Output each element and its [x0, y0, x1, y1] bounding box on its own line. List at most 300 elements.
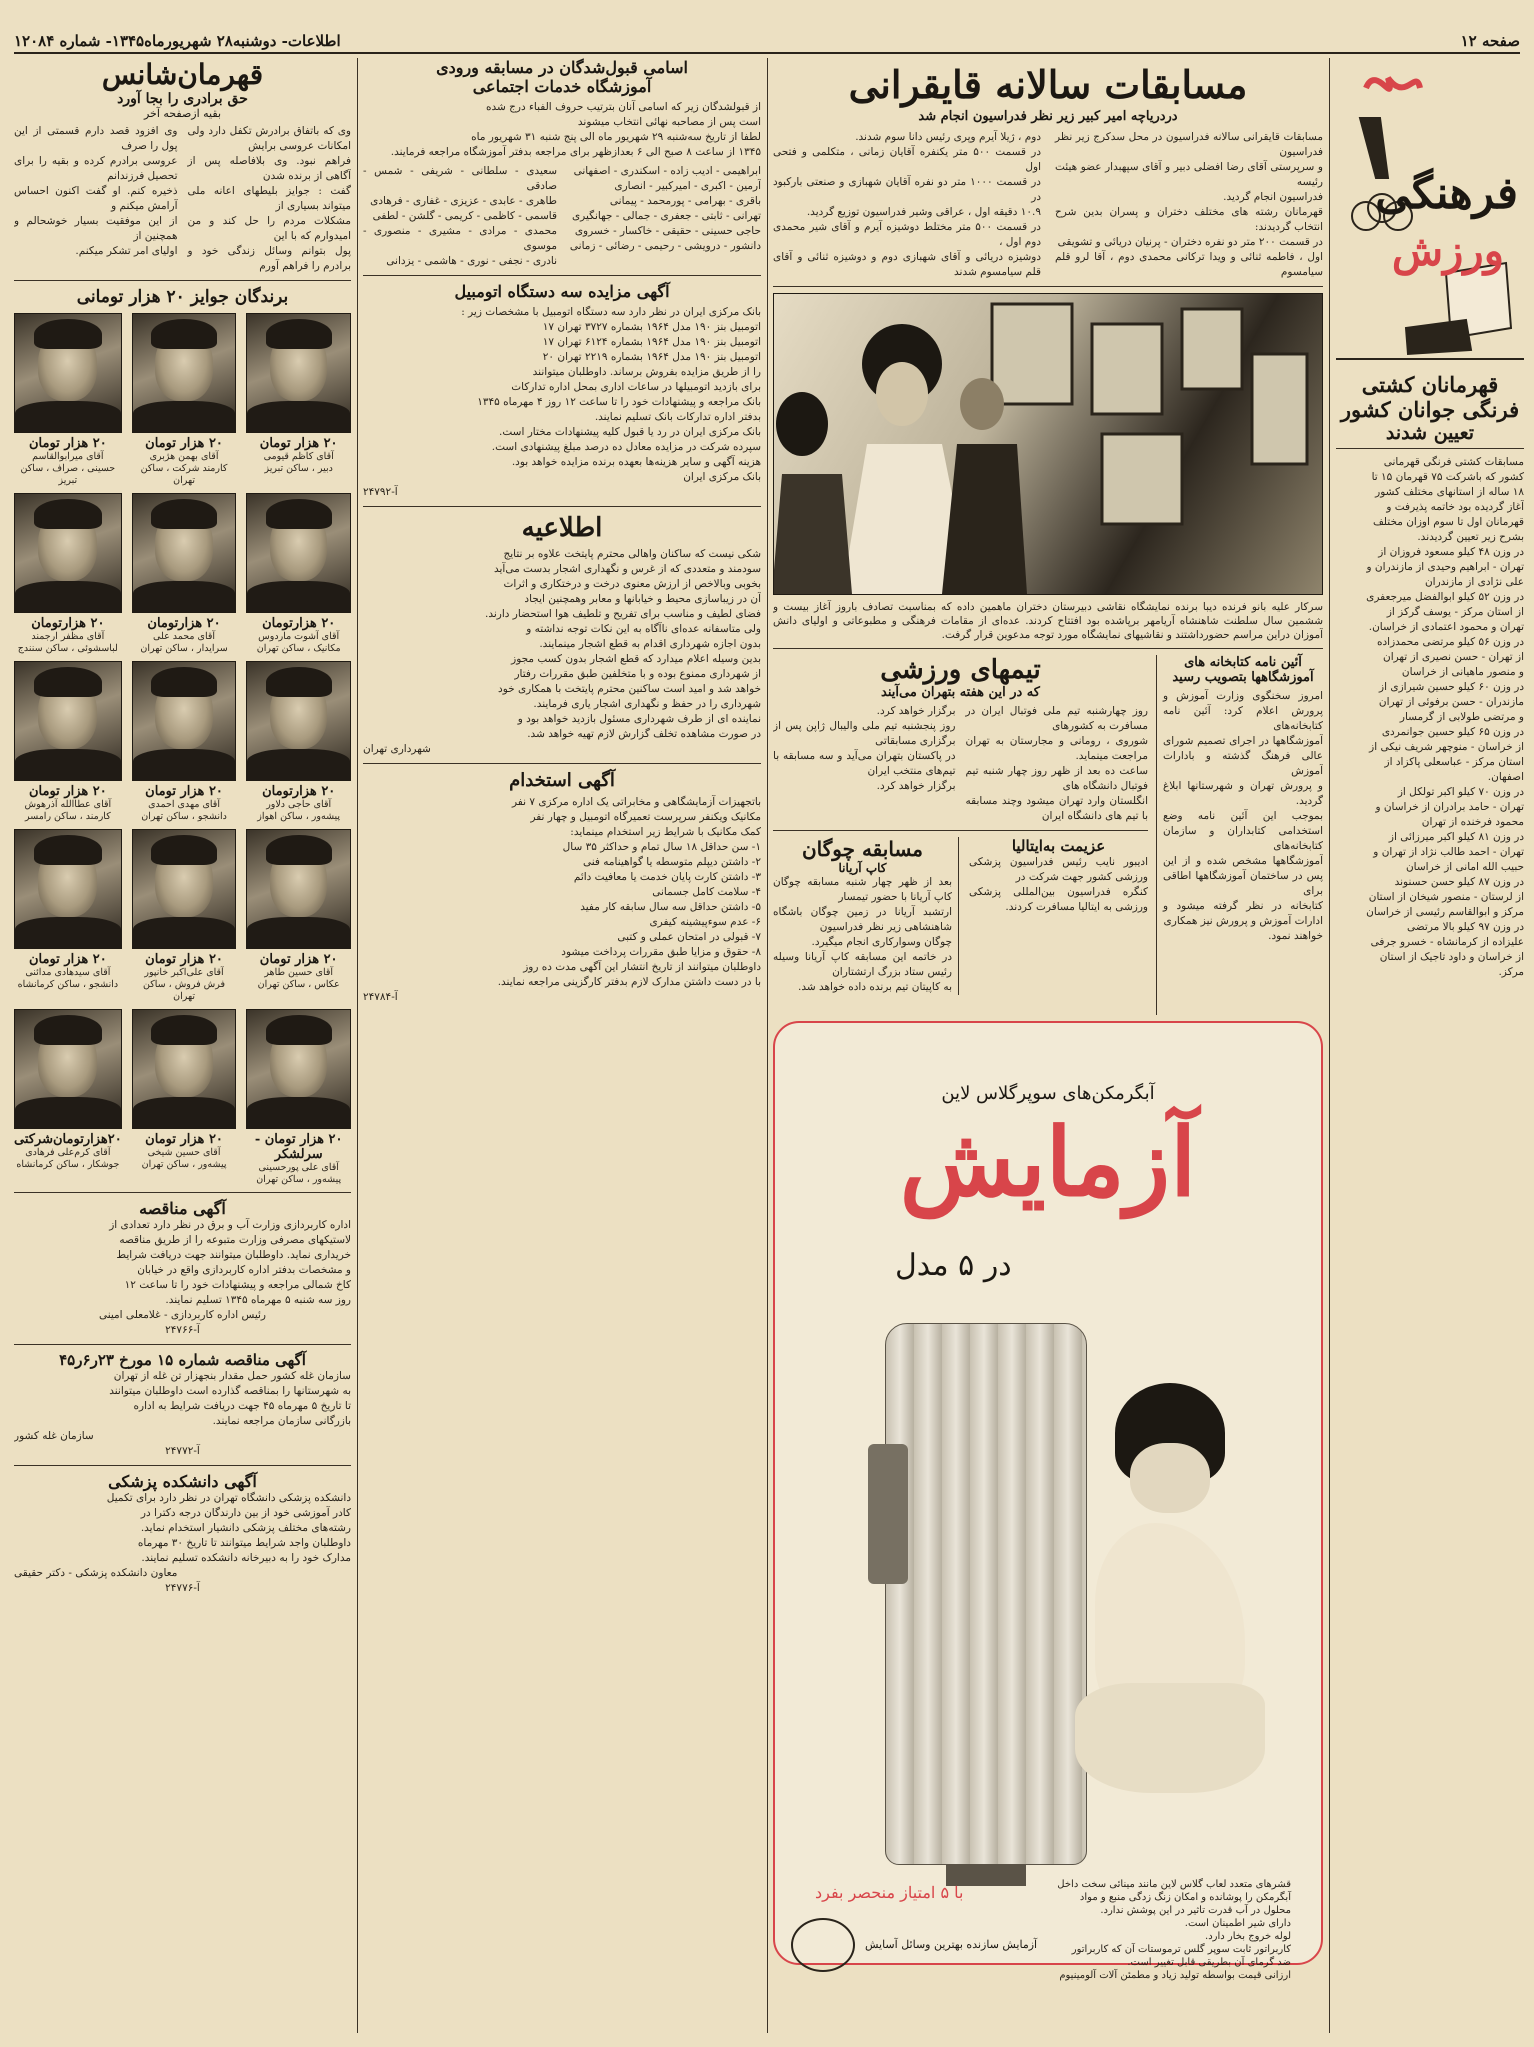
hire-ref: آ-۲۴۷۸۴ — [363, 991, 398, 1003]
text-line: روز پنجشنبه تیم ملی والیبال ژاپن پس از برگزاری مسابقاتی — [773, 720, 956, 747]
winner-amount: ۲۰ هزار تومان — [145, 1132, 223, 1147]
text-line: در پاکستان بتهران می‌آید و سه مسابقه با تیم‌های منتخب ایران — [773, 750, 956, 777]
auction-body — [363, 305, 761, 485]
text-line: ۱۳۴۵ از ساعت ۸ صبح الی ۶ بعدازظهر برای مراجعه بدفتر آموزشگاه مراجعه فرمایند. — [390, 146, 761, 158]
issue-info: اطلاعات- دوشنبه۲۸ شهریورماه۱۳۴۵- شماره ۱۲۰۸۴ — [14, 32, 341, 50]
tender2-headline: آگهی مناقصه شماره ۱۵ مورخ ۲۳ر۶ر۴۵ — [59, 1351, 306, 1369]
winner-name: آقای مهدی احمدی — [148, 799, 220, 810]
text-line: به کاپیتان تیم برنده داده خواهد شد. — [798, 981, 952, 993]
winner-name: آقای علی‌اکبر خانپور — [144, 967, 224, 978]
text-line: از تهران - حسن نصیری از تهران — [1383, 651, 1524, 663]
winner-desc: لباسشوئی ، ساکن سنندج — [17, 643, 118, 654]
ad-feature-list — [1011, 1878, 1291, 1982]
text-line: از خراسان و داود تاجیک از استان — [1379, 951, 1524, 963]
winner-desc: دانشجو ، ساکن کرمانشاه — [17, 979, 119, 990]
winner-desc: کارمند ، ساکن رامسر — [25, 811, 111, 822]
ad-tagline: آبگرمکن‌های سوپرگلاس لاین — [941, 1083, 1155, 1104]
water-heater-ad — [773, 1021, 1323, 1981]
winner-card — [132, 829, 237, 1003]
winner-amount: ۲۰ هزارتومان — [31, 616, 105, 631]
text-line: رشته‌های مختلف پزشکی دانشیار استخدام نماید. — [140, 1522, 351, 1534]
text-line: قهرمانان رشته های مختلف دختران و پسران بدین شرح انتخاب گردیدند: — [1055, 206, 1323, 233]
text-line: لاستیکهای مصرفی وزارت متبوعه را از طریق مناقصه — [119, 1234, 351, 1246]
champion-body — [14, 124, 351, 274]
text-line: در خاتمه این مسابقه کاپ آریانا وسیله رئیس ستاد بزرگ ارتشتاران — [773, 951, 952, 978]
text-line: خواهد شد و امید است ساکنین محترم پایتخت با همکاری خود — [498, 683, 761, 695]
text-line: و سرپرستی آقای رضا افضلی دبیر و آقای سپهبدار عضو هیئت رئیسه — [1055, 161, 1323, 188]
text-line: محمدی - مرادی - مشیری - منصوری - موسوی — [363, 225, 557, 252]
text-line: بعد از ظهر چهار شنبه مسابقه چوگان کاپ آریانا با حضور تیمسار — [773, 876, 952, 903]
library-headline: آئین نامه کتابخانه های — [1184, 655, 1302, 670]
tender-sign: رئیس اداره کاربردازی - غلامعلی امینی — [98, 1309, 267, 1321]
winner-card — [246, 661, 351, 823]
admissions-subheadline: آموزشگاه خدمات اجتماعی — [472, 77, 652, 96]
text-line: کاربراتور ثابت سوپر گلس ترموستات آن که کاربراتور — [1071, 1944, 1291, 1955]
text-line: طاهری - عابدی - عزیزی - غفاری - فرهادی — [370, 195, 557, 207]
medical-ref: آ-۲۴۷۷۶ — [165, 1582, 200, 1594]
section-logo — [1336, 58, 1524, 360]
winner-name: آقای سیدهادی مدائنی — [25, 967, 111, 978]
winner-portrait — [246, 829, 351, 949]
text-line: در وزن ۶۰ کیلو حسین شیرازی از — [1379, 681, 1524, 693]
winner-card — [246, 1009, 351, 1186]
winner-card — [132, 313, 237, 487]
text-line: شهرداری را در حفظ و نگهداری اشجار یاری فرمایند. — [533, 698, 761, 710]
text-line: تهرانی - ثابتی - جعفری - جمالی - جهانگیری — [571, 210, 761, 222]
text-line: فضای لطیف و مناسب برای تفریح و تلطیف هوا استحضار دارند. — [485, 608, 761, 620]
polo-body — [773, 875, 952, 995]
winner-amount: ۲۰ هزارتومان — [262, 616, 336, 631]
text-line: بشرح زیر تعیین گردیدند. — [1417, 531, 1524, 543]
text-line: مرکز. — [1498, 966, 1524, 978]
text-line: باتجهیزات آزمایشگاهی و مخابراتی یک اداره مرکزی ۷ نفر — [511, 796, 761, 808]
text-line: ۲- داشتن دیپلم متوسطه یا گواهینامه فنی — [583, 856, 761, 868]
winners-headline: برندگان جوایز ۲۰ هزار تومانی — [76, 287, 289, 307]
italy-body — [969, 855, 1148, 915]
text-line: در قسمت ۵۰۰ متر یکنفره آقایان زمانی ، متکلمی و فتحی اول — [773, 146, 1041, 173]
text-line: استان مرکز - عباسعلی پاکزاد از — [1384, 756, 1524, 768]
winner-portrait — [14, 1009, 122, 1129]
library-body — [1163, 689, 1323, 944]
page-label: صفحه ۱۲ — [1460, 32, 1520, 50]
text-line: تهران - ابراهیم وحیدی از مازندران و — [1366, 561, 1524, 573]
boating-headline: مسابقات سالانه قایقرانی — [848, 62, 1248, 107]
text-line: علیزاده از کرمانشاه - خسرو جرفی — [1370, 936, 1524, 948]
text-line: داوطلبان واجد شرایط میتوانند تا تاریخ ۳۰ مهرماه — [137, 1537, 351, 1549]
champion-continued: بقیه ازصفحه آخر — [143, 107, 222, 120]
winner-amount: ۲۰ هزار تومان — [28, 436, 107, 451]
center-right-column — [773, 58, 1323, 2033]
text-line: ذخیره کنم. او گفت اکنون احساس آرامش میکنم و — [14, 185, 178, 212]
auction-ref: آ-۲۴۷۹۲ — [363, 486, 398, 498]
boating-article-body — [773, 130, 1323, 280]
text-line: تهران - احمد طالب نژاد از تهران و — [1373, 846, 1524, 858]
text-line: پول بتوانم وسائل زندگی خود و برادرم را فراهم آورم — [187, 245, 351, 272]
text-line: ۱- سن حداقل ۱۸ سال تمام و حداکثر ۳۵ سال — [562, 841, 761, 853]
winner-name: آقای کرم‌علی فرهادی — [25, 1147, 111, 1158]
text-line: کشور که باشرکت ۷۵ قهرمان ۱۵ تا — [1371, 471, 1524, 483]
text-line: سپرده شرکت در مزایده معادل ده درصد مبلغ پیشنهادی است. — [491, 441, 761, 453]
admissions-intro — [363, 100, 761, 160]
text-line: لوله خروج بخار دارد. — [1205, 1931, 1291, 1942]
winner-name: آقای حاجی دلاور — [266, 799, 332, 810]
winner-name: آقای بهمن هژبری — [149, 451, 219, 462]
text-line: ۵- داشتن حداقل سه سال سابقه کار مفید — [580, 901, 761, 913]
text-line: لطفا از تاریخ سه‌شنبه ۲۹ شهریور ماه الی پنج شنبه ۳۱ شهریور ماه — [471, 131, 761, 143]
text-line: بانک مراجعه و پیشنهادات خود را تا ساعت ۱۲ روز ۴ مهرماه ۱۳۴۵ — [477, 396, 761, 408]
admissions-headline: اسامی قبول‌شدگان در مسابقه ورودی — [436, 58, 688, 77]
winner-name: آقای کاظم قیومی — [263, 451, 334, 462]
text-line: در وزن ۵۲ کیلو ابوالفضل میرجعفری — [1366, 591, 1524, 603]
winner-card — [14, 1009, 122, 1186]
ad-footer: آزمایش سازنده بهترین وسائل آسایش — [865, 1938, 1038, 1951]
wrestling-headline — [1336, 368, 1524, 449]
text-line: چوگان وسوارکاری انجام میگیرد. — [811, 936, 952, 948]
text-line: در وزن ۷۰ کیلو اکبر تولکل از — [1397, 786, 1524, 798]
text-line: مرکز و ابوالقاسم رئیسی از خراسان — [1366, 906, 1524, 918]
winner-name: آقای میرابوالقاسم — [32, 451, 104, 462]
text-line: مسابقات قایقرانی سالانه فدراسیون در محل سدکرج زیر نظر فدراسیون — [1055, 131, 1323, 158]
winner-card — [246, 829, 351, 1003]
winner-desc: حسینی ، صراف ، ساکن تبریز — [20, 463, 116, 486]
text-line: در قسمت ۵۰۰ متر مختلط دوشیزه آیرم و آقای شیر محمدی دوم اول ، — [773, 221, 1041, 248]
winner-amount: ۲۰ هزار تومان — [28, 784, 107, 799]
text-line: برگزار خواهد کرد. — [876, 705, 956, 717]
winner-card — [14, 493, 122, 655]
sports-teams-headline: تیمهای ورزشی — [880, 655, 1041, 685]
ad-brand: آزمایش — [899, 1108, 1197, 1218]
text-line: در وزن ۶۵ کیلو حسین جوانمردی — [1381, 726, 1524, 738]
text-line: از شهرداری ممنوع بوده و با متخلفین طبق مقررات رفتار — [514, 668, 761, 680]
section-title-culture: فرهنگی — [1375, 168, 1518, 219]
winner-desc: مکانیک ، ساکن تهران — [256, 643, 341, 654]
winner-desc: پیشه‌ور ، ساکن تهران — [256, 1174, 342, 1185]
winner-desc: جوشکار ، ساکن کرمانشاه — [16, 1159, 120, 1170]
text-line: دوشیزه دریائی و آقای شهبازی دوم و دوشیزه ثنائی و آقای قلم سیامسوم شدند — [773, 251, 1041, 278]
champion-subheadline: حق برادری را بجا آورد — [117, 91, 248, 107]
seated-model-image — [1075, 1383, 1265, 1803]
winner-name: آقای عطاالله آذرهوش — [24, 799, 112, 810]
exhibition-photo — [773, 293, 1323, 595]
text-line: ولی متاسفانه عده‌ای ناآگاه به این نکات توجه نداشته و — [526, 623, 761, 635]
winner-desc: فرش فروش ، ساکن تهران — [142, 979, 226, 1002]
winner-desc: دانشجو ، ساکن تهران — [141, 811, 227, 822]
text-line: باقری - بهرامی - پورمحمد - پیمانی — [609, 195, 761, 207]
text-line: در قسمت ۱۰۰۰ متر دو نفره آقایان شهبازی و صنعتی بارکبود در — [773, 176, 1041, 203]
winner-amount: ۲۰ هزار تومان — [28, 952, 107, 967]
text-line: برای بازدید اتومبیلها در ساعات اداری بمحل اداره تدارکات — [511, 381, 761, 393]
text-line: قهرمانان اول تا سوم اوزان مختلف — [1372, 516, 1524, 528]
text-line: نادری - نجفی - نوری - هاشمی - یزدانی — [386, 255, 557, 267]
champion-headline: قهرمان‌شانس — [101, 58, 264, 91]
sports-row — [773, 655, 1323, 1015]
text-line: آن در زیباسازی محیط و خیابانها و معابر وهمچنین ایجاد — [524, 593, 761, 605]
text-line: با در دست داشتن مدارک لازم بدفتر کارگزینی مراجعه نمایند. — [497, 976, 761, 988]
text-line: هزینه آگهی و سایر هزینه‌ها بعهده برنده مزایده خواهد بود. — [511, 456, 761, 468]
text-line: محلول در آب قدرت تاثیر در این پوشش ندارد. — [1100, 1905, 1291, 1916]
text-line: حبیب الله امانی از خراسان — [1405, 861, 1524, 873]
library-subheadline: آموزشگاهها بتصویب رسید — [1172, 670, 1314, 685]
notice-headline: اطلاعیه — [521, 513, 603, 543]
photo-caption: سرکار علیه بانو فرنده دیبا برنده نمایشگاه نقاشی دبیرستان دختران ماهمین داده که بمناسبت تصادف باروز آغاز بیست و ششمین سال سلطنت شاهنشاه آریامهر برپاشده بود افتتاح کردند. عده‌ای از مقامات فرهنگی و مطبوعاتی و اولیای دانش آموزان دراین مراسم حضورداشتند و نقاشیهای نمایشگاه مورد توجه مدعوین قرار گرفت. — [773, 601, 1323, 641]
text-line: است پس از مصاحبه نهائی انتخاب میشوند — [577, 116, 761, 128]
text-line: سعیدی - سلطانی - شریفی - شمس - صادقی — [363, 165, 557, 192]
winner-name: آقای محمد علی — [153, 631, 216, 642]
notice-sign: شهرداری تهران — [363, 743, 431, 755]
winner-amount: ۲۰ هزارتومان — [147, 616, 221, 631]
text-line: اداره کاربردازی وزارت آب و برق در نظر دارد تعدادی از — [109, 1219, 351, 1231]
winner-card — [132, 661, 237, 823]
sports-teams-body — [773, 704, 1148, 824]
text-line: قشرهای متعدد لعاب گلاس لاین مانند مینائی سخت داخل — [1057, 1879, 1291, 1890]
text-line: اتومبیل بنز ۱۹۰ مدل ۱۹۶۴ بشماره ۲۲۱۹ تهران ۲۰ — [542, 351, 761, 363]
text-line: بانک مرکزی ایران در نظر دارد سه دستگاه اتومبیل با مشخصات زیر : — [461, 306, 761, 318]
text-line: دوم ، ژیلا آیرم وپری رئیس دانا سوم شدند. — [855, 131, 1041, 143]
text-line: روز چهارشنبه تیم ملی فوتبال ایران در مسافرت به کشورهای — [965, 705, 1148, 732]
text-line: کتابخانه در نظر گرفته میشود و ادارات آموزش و پرورش نیز همکاری — [1163, 900, 1323, 927]
text-line: دانشور - درویشی - رحیمی - رضائی - زمانی — [569, 240, 761, 252]
sports-teams-subheadline: که در این هفته بتهران می‌آیند — [881, 685, 1040, 700]
winner-portrait — [14, 493, 122, 613]
winner-card — [14, 313, 122, 487]
text-line: مسابقات کشتی فرنگی قهرمانی — [1383, 456, 1524, 468]
winner-portrait — [14, 313, 122, 433]
text-line: ابراهیمی - ادیب زاده - اسکندری - اصفهانی — [573, 165, 761, 177]
text-line: ضد گرمای آن بطریقی قابل تغییر است. — [1127, 1957, 1291, 1968]
hire-body — [363, 795, 761, 990]
text-line: تا تاریخ ۵ مهرماه ۴۵ جهت دریافت شرایط به اداره — [133, 1400, 351, 1412]
tender2-body — [14, 1369, 351, 1429]
winner-portrait — [246, 661, 351, 781]
ad-models: در ۵ مدل — [895, 1248, 1012, 1283]
polo-subheadline: کاپ آریانا — [838, 861, 887, 875]
text-line: ۱۸ ساله از استانهای مختلف کشور — [1375, 486, 1524, 498]
medical-body — [14, 1491, 351, 1566]
winner-amount: ۲۰ هزار تومان — [145, 784, 223, 799]
text-line: بدون اجازه شهرداری اقدام به قطع اشجار مینمایند. — [539, 638, 761, 650]
text-line: خواهند نمود. — [1268, 930, 1323, 942]
text-line: سازمان غله کشور حمل مقدار بنجهزار تن غله از تهران — [113, 1370, 351, 1382]
italy-article — [969, 837, 1148, 995]
column-divider — [1329, 58, 1330, 2033]
wrestling-title-2: فرنگی جوانان کشور — [1340, 397, 1520, 422]
text-line: در وزن ۵۶ کیلو مرتضی محمدزاده — [1377, 636, 1524, 648]
text-line: مشکلات مردم را حل کند و من امیدوارم که با این — [187, 215, 351, 242]
text-line: بانک مرکزی ایران در رد یا قبول کلیه پیشنهادات مختار است. — [499, 426, 761, 438]
text-line: کنگره فدراسیون بین‌المللی پزشکی ورزشی به ایتالیا مسافرت کردند. — [969, 886, 1148, 913]
text-line: انگلستان وارد تهران میشود وچند مسابقه با تیم های دانشگاه ایران — [965, 795, 1148, 822]
winner-name: آقای آشوت ماردوس — [258, 631, 340, 642]
tender2-ref: آ-۲۴۷۷۲ — [165, 1445, 200, 1457]
text-line: شکی نیست که ساکنان واهالی محترم پایتخت علاوه بر نتایج — [503, 548, 761, 560]
text-line: کاخ شمالی مراجعه و پیشنهادات خود را تا ساعت ۱۲ — [124, 1279, 351, 1291]
winner-amount: ۲۰ هزار تومان - سرلشکر — [254, 1132, 343, 1162]
right-column — [1336, 58, 1524, 2033]
winner-card — [246, 313, 351, 487]
text-line: اول ، فاطمه ثنائی و ویدا ترکانی محمدی دوم ، آقا لرو قلم سیامسوم — [1055, 251, 1323, 278]
text-line: در وزن ۴۸ کیلو مسعود فروزان از — [1378, 546, 1524, 558]
winner-amount: ۲۰ هزار تومان — [259, 952, 338, 967]
text-line: آموزشگاهها مشخص شده و از این پس در ساختمان آموزشگاهها اطاقی برای — [1163, 855, 1323, 897]
winner-portrait — [132, 661, 237, 781]
text-line: در قسمت ۲۰۰ متر دو نفره دختران - پرنیان دریائی و تشویقی — [1057, 236, 1323, 248]
winner-card — [14, 661, 122, 823]
text-line: دارای شیر اطمینان است. — [1184, 1918, 1291, 1929]
text-line: از لرستان - منصور شیخان از استان — [1368, 891, 1524, 903]
column-divider — [357, 58, 358, 2033]
text-line: ۸- حقوق و مزایا طبق مقررات پرداخت میشود — [561, 946, 761, 958]
winner-portrait — [246, 313, 351, 433]
text-line: روز سه شنبه ۵ مهرماه ۱۳۴۵ تسلیم نمایند. — [165, 1294, 351, 1306]
winner-desc: عکاس ، ساکن تهران — [257, 979, 340, 990]
exhibition-scene — [773, 294, 1322, 594]
text-line: ۷- قبولی در امتحان عملی و کتبی — [617, 931, 761, 943]
text-line: و منصور ماهیانی از خراسان — [1401, 666, 1524, 678]
winner-desc: سرایدار ، ساکن تهران — [140, 643, 228, 654]
text-line: از قبولشدگان زیر که اسامی آنان بترتیب حروف الفباء درج شده — [485, 101, 761, 113]
winner-card — [14, 829, 122, 1003]
text-line: آغاز گردیده بود خاتمه پذیرفت و — [1386, 501, 1524, 513]
library-article — [1156, 655, 1323, 1015]
medical-sign: معاون دانشکده پزشکی - دکتر حقیقی — [14, 1567, 178, 1579]
text-line: سودمند و متعددی که از غرس و نگهداری اشجار بدست می‌آید — [493, 563, 761, 575]
text-line: بانک مرکزی ایران — [683, 471, 761, 483]
text-line: کادر آموزشی خود از بین دارندگان درجه دکترا در — [140, 1507, 351, 1519]
winner-amount: ۲۰ هزار تومان — [145, 952, 223, 967]
text-line: در وزن ۸۷ کیلو حسن حسنوند — [1394, 876, 1524, 888]
winner-portrait — [132, 313, 237, 433]
sports-teams-article — [773, 655, 1148, 1015]
winner-amount: ۲۰ هزارتومان — [262, 784, 336, 799]
text-line: داوطلبان میتوانند از تاریخ انتشار این آگهی مدت ده روز — [523, 961, 761, 973]
tender2-sign: سازمان غله کشور — [14, 1430, 94, 1442]
text-line: آرمین - اکبری - امیرکبیر - انصاری — [614, 180, 761, 192]
medical-headline: آگهی دانشکده پزشکی — [108, 1472, 257, 1491]
text-line: قاسمی - کاظمی - کریمی - گلشن - لطفی — [372, 210, 557, 222]
wrestling-title-3: تعیین شدند — [1385, 422, 1475, 444]
text-line: از این موفقیت بسیار خوشحالم و همچنین از — [14, 215, 178, 242]
left-column — [14, 58, 351, 2033]
winner-amount: ۲۰ هزار تومان — [259, 436, 338, 451]
text-line: اتومبیل بنز ۱۹۰ مدل ۱۹۶۴ بشماره ۳۷۲۷ تهران ۱۷ — [542, 321, 761, 333]
text-line: ساعت ده بعد از ظهر روز چهار شنبه تیم فوتبال دانشگاه های — [965, 765, 1148, 792]
winner-name: آقای علی پورحسینی — [258, 1162, 339, 1173]
text-line: به شهرستانها را بمناقصه گذارده است داوطلبان میتوانند — [109, 1385, 351, 1397]
water-heater-image — [885, 1323, 1087, 1865]
text-line: بازرگانی سازمان مراجعه نمایند. — [212, 1415, 351, 1427]
text-line: و مرتضی طولابی از گرمسار — [1399, 711, 1524, 723]
text-line: مکانیک ویکنفر سرپرست تعمیرگاه اتومبیل و چهار نفر — [530, 811, 761, 823]
text-line: مازندران - حسن برفوئی از تهران — [1378, 696, 1524, 708]
winner-portrait — [14, 661, 122, 781]
polo-headline: مسابقه چوگان — [801, 837, 923, 861]
text-line: دانشکده پزشکی دانشگاه تهران در نظر دارد برای تکمیل — [106, 1492, 351, 1504]
polo-article — [773, 837, 959, 995]
text-line: خریداری نماید. داوطلبان میتوانند جهت دریافت شرایط — [116, 1249, 351, 1261]
text-line: ۴- سلامت کامل جسمانی — [652, 886, 761, 898]
winner-card — [132, 493, 237, 655]
winner-portrait — [246, 1009, 351, 1129]
text-line: ارتشبد آریانا در زمین چوگان باشگاه شاهنشاهی زیر نظر فدراسیون — [773, 906, 952, 933]
text-line: ۱۰.۹ دقیقه اول ، عراقی وشیر فدراسیون توزیع گردید. — [806, 206, 1041, 218]
text-line: بدین وسیله اعلام میدارد که قطع اشجار بدون کسب مجوز — [511, 653, 761, 665]
winner-desc: کارمند شرکت ، ساکن تهران — [140, 463, 228, 486]
winner-portrait — [246, 493, 351, 613]
auction-headline: آگهی مزایده سه دستگاه اتومبیل — [454, 282, 670, 301]
text-line: حاجی حسینی - حقیقی - خاکسار - خسروی — [574, 225, 761, 237]
text-line: برگزار خواهد کرد. — [876, 780, 956, 792]
winner-name: آقای حسین طاهر — [264, 967, 334, 978]
text-line: تهران و محمود اعتمادی از خراسان. — [1368, 621, 1524, 633]
winner-portrait — [14, 829, 122, 949]
winner-amount: ۲۰هزارتومان‌شرکتی — [14, 1132, 122, 1147]
text-line: در وزن ۹۷ کیلو بالا مرتضی — [1407, 921, 1524, 933]
text-line: شوروی ، رومانی و مجارستان به تهران مراجعت مینماید. — [965, 735, 1148, 762]
text-line: را از طریق مزایده بفروش برساند. داوطلبان میتوانند — [532, 366, 761, 378]
text-line: بموجب این آئین نامه وضع استخدامی کتابداران و سازمان کتابخانه‌های — [1163, 810, 1323, 852]
text-line: نماینده ای از طرف شهرداری مسئول بازدید خواهد بود و — [517, 713, 761, 725]
winner-portrait — [132, 829, 237, 949]
tender-ref: آ-۲۴۷۶۶ — [165, 1324, 200, 1336]
winner-name: آقای حسین شیخی — [147, 1147, 221, 1158]
text-line: وی افزود قصد دارم قسمتی از این پول را صرف — [14, 125, 178, 152]
text-line: گفت : جوایز بلیطهای اعانه ملی میتواند بسیاری از — [187, 185, 351, 212]
text-line: و پرورش تهران و شهرستانها ابلاغ گردید. — [1163, 780, 1323, 807]
text-line: و مشخصات بدفتر اداره کاربردازی واقع در خیابان — [137, 1264, 351, 1276]
text-line: بدفتر اداره تدارکات بانک تسلیم نمایند. — [594, 411, 761, 423]
text-line: آبگرمکن را پوشانده و امکان زنگ زدگی منبع و مواد — [1079, 1892, 1291, 1903]
italy-headline: عزیمت به‌ایتالیا — [1011, 837, 1106, 855]
text-line: بخوبی وبالاخص از ارزش معنوی درخت و درختکاری و اثرات — [503, 578, 761, 590]
tender-headline: آگهی مناقصه — [139, 1199, 226, 1218]
text-line: اولیای امر تشکر میکنم. — [75, 245, 178, 257]
text-line: ۶- عدم سوءپیشینه کیفری — [649, 916, 761, 928]
text-line: فراهم نبود. وی بلافاصله پس از آگاهی از برنده شدن — [187, 155, 351, 182]
wrestling-title-1: قهرمانان کشتی — [1361, 372, 1499, 397]
winner-portrait — [132, 1009, 237, 1129]
text-line: تهران - حامد برادران از خراسان و — [1375, 801, 1524, 813]
text-line: کمک مکانیک با شرایط زیر استخدام مینماید: — [570, 826, 761, 838]
tender-body — [14, 1218, 351, 1308]
text-line: آموزشگاهها در اجرای تصمیم شورای عالی فرهنگ گذشته و بادارات آموزش — [1163, 735, 1323, 777]
center-left-column — [363, 58, 761, 2033]
admissions-names — [363, 164, 761, 269]
text-line: در وزن ۸۱ کیلو اکبر میرزائی از — [1388, 831, 1524, 843]
winner-amount: ۲۰ هزار تومان — [145, 436, 223, 451]
ad-logo-icon — [791, 1918, 855, 1972]
text-line: وی که باتفاق برادرش تکفل دارد ولی امکانات عروسی برایش — [187, 125, 351, 152]
text-line: اصفهان. — [1487, 771, 1524, 783]
winner-name: آقای مظفر ارجمند — [31, 631, 105, 642]
ad-slogan: با ۵ امتیاز منحصر بفرد — [815, 1883, 964, 1902]
text-line: محمود فرخنده از تهران — [1421, 816, 1524, 828]
text-line: در صورت مشاهده تخلف گزارش لازم تهیه خواهد شد. — [527, 728, 761, 740]
notice-body — [363, 547, 761, 742]
winner-portrait — [132, 493, 237, 613]
winner-desc: پیشه‌ور ، ساکن تهران — [141, 1159, 227, 1170]
text-line: فدراسیون انجام گردید. — [1223, 191, 1323, 203]
text-line: علی نژادی از مازندران — [1424, 576, 1524, 588]
text-line: اتومبیل بنز ۱۹۰ مدل ۱۹۶۴ بشماره ۶۱۲۴ تهران ۱۷ — [542, 336, 761, 348]
column-divider — [767, 58, 768, 2033]
winners-grid — [14, 313, 351, 1186]
hire-headline: آگهی استخدام — [509, 770, 615, 791]
winner-card — [246, 493, 351, 655]
winner-card — [132, 1009, 237, 1186]
winner-desc: دبیر ، ساکن تبریز — [264, 463, 333, 474]
text-line: ارزانی قیمت بواسطه تولید زیاد و مطمئن آلات آلومینیوم — [1059, 1970, 1291, 1981]
winner-desc: پیشه‌ور ، ساکن اهواز — [257, 811, 341, 822]
